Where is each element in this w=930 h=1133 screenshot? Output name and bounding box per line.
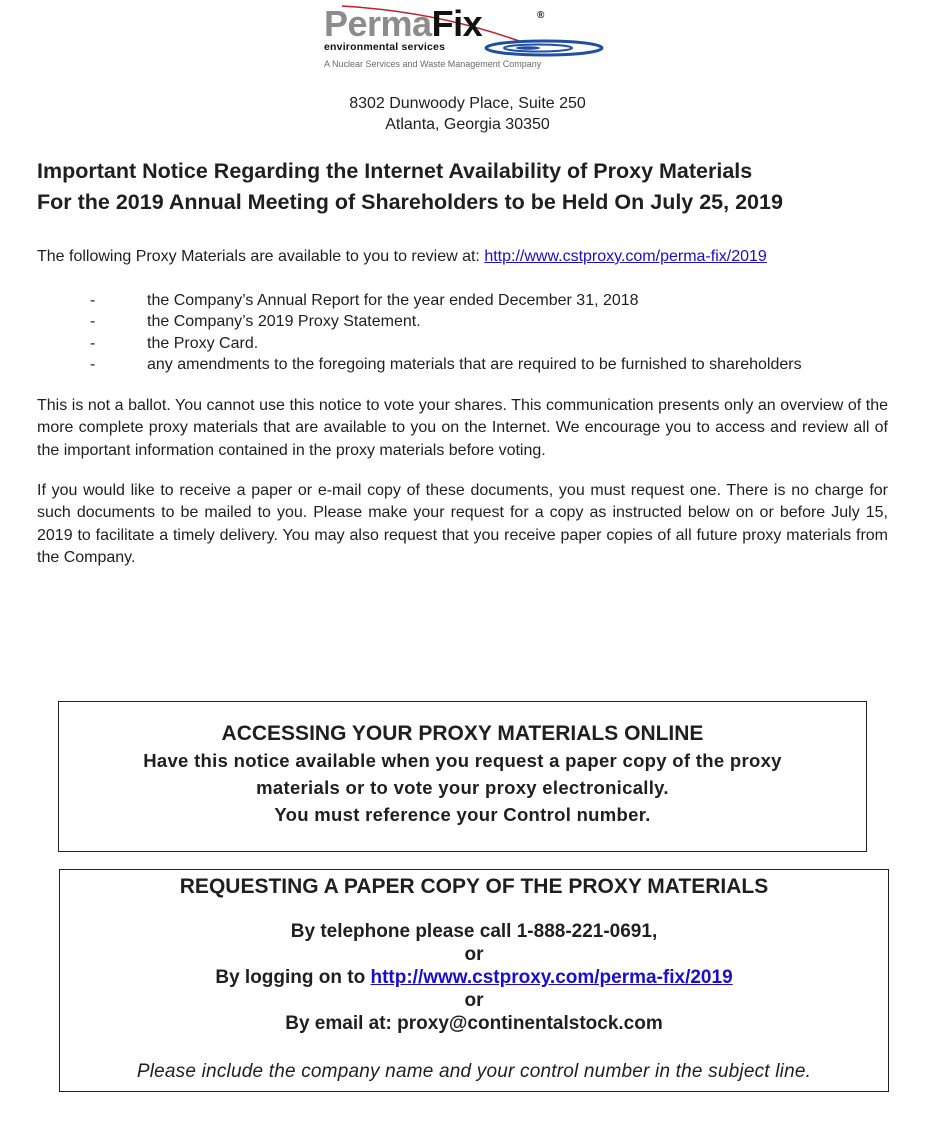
requesting-heading: REQUESTING A PAPER COPY OF THE PROXY MATERIALS: [179, 875, 769, 898]
request-copy-paragraph: If you would like to receive a paper or e-mail copy of these documents, you must request one. There is no charge for such documents to be mailed to you. Please make your request for a copy as instructed below on or before July 15, 2019 to facilitate a timely delivery. You may also request that you receive paper copies of all future proxy materials from the Company.: [37, 482, 888, 566]
title-line-1: Important Notice Regarding the Internet Availability of Proxy Materials: [37, 159, 753, 183]
list-item: [90, 290, 802, 311]
accessing-line-1: Have this notice available when you request a paper copy of the proxy: [143, 750, 782, 771]
notice-title: [37, 156, 783, 218]
list-item: [90, 311, 802, 332]
accessing-materials-box: [58, 701, 867, 852]
logging-line: [60, 966, 888, 989]
dash-bullet: -: [90, 292, 96, 309]
title-line-2: For the 2019 Annual Meeting of Shareholders to be Held On July 25, 2019: [37, 190, 783, 214]
registered-mark: ®: [537, 10, 545, 21]
logo-wordmark: [324, 4, 482, 44]
address-line-1: 8302 Dunwoody Place, Suite 250: [349, 95, 586, 112]
dash-bullet: -: [90, 334, 96, 352]
proxy-request-link[interactable]: http://www.cstproxy.com/perma-fix/2019: [370, 967, 733, 988]
logo-tagline: A Nuclear Services and Waste Management Company: [324, 59, 542, 69]
accessing-line-2: materials or to vote your proxy electronically.: [256, 777, 669, 798]
list-item-text: the Company’s 2019 Proxy Statement.: [147, 313, 421, 331]
logo-subtitle: environmental services: [324, 41, 446, 53]
requesting-paper-copy-box: [59, 869, 889, 1092]
or-separator: or: [464, 944, 484, 965]
dash-bullet: -: [90, 355, 96, 373]
accessing-line-3: You must reference your Control number.: [274, 804, 651, 825]
logo-perma: Perma: [324, 3, 432, 44]
logo-fix: Fix: [431, 3, 483, 44]
logging-prefix: By logging on to: [215, 967, 371, 988]
address-line-2: Atlanta, Georgia 30350: [385, 116, 550, 133]
list-item: [90, 354, 802, 375]
list-item: [90, 333, 802, 354]
not-a-ballot-paragraph: This is not a ballot. You cannot use this notice to vote your shares. This communication presents only an overview of the more complete proxy materials that are available to you on the Internet. We encourage you to access and review all of the important information contained in the proxy materials before voting.: [37, 397, 888, 459]
email-line: By email at: proxy@continentalstock.com: [285, 1013, 663, 1034]
subject-line-note: Please include the company name and your control number in the subject line.: [136, 1061, 812, 1082]
company-logo: [322, 4, 607, 70]
accessing-heading: ACCESSING YOUR PROXY MATERIALS ONLINE: [221, 722, 704, 745]
list-item-text: the Company’s Annual Report for the year ended December 31, 2018: [147, 292, 639, 309]
materials-list: [90, 290, 802, 375]
or-separator: or: [464, 990, 484, 1011]
intro-sentence: [37, 248, 767, 266]
list-item-text: any amendments to the foregoing materials that are required to be furnished to shareholders: [147, 355, 802, 373]
company-address: [0, 93, 930, 135]
proxy-materials-link[interactable]: http://www.cstproxy.com/perma-fix/2019: [484, 248, 767, 265]
intro-text: The following Proxy Materials are available to you to review at:: [37, 248, 485, 265]
telephone-line: By telephone please call 1-888-221-0691,: [290, 921, 658, 942]
dash-bullet: -: [90, 313, 96, 331]
list-item-text: the Proxy Card.: [147, 334, 259, 352]
